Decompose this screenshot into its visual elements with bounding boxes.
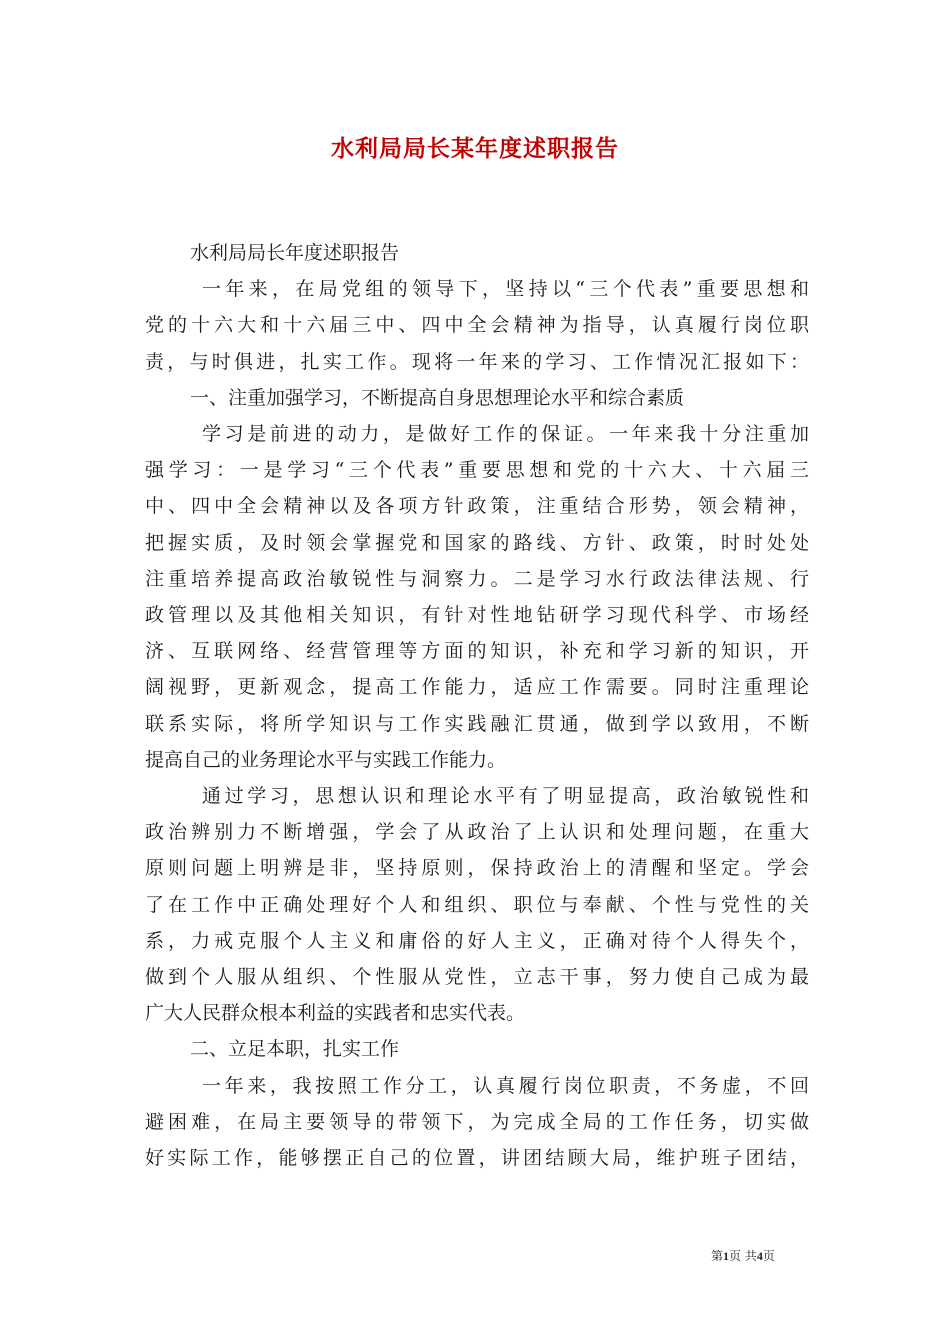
- paragraph-line: 党的十六大和十六届三中、四中全会精神为指导，认真履行岗位职: [145, 314, 809, 337]
- section-heading: 二、立足本职，扎实工作: [190, 1038, 400, 1061]
- paragraph-line: 通过学习，思想认识和理论水平有了明显提高，政治敏锐性和: [202, 785, 809, 808]
- footer-middle: 页 共: [729, 1249, 757, 1263]
- section-heading: 一、注重加强学习，不断提高自身思想理论水平和综合素质: [190, 386, 685, 409]
- paragraph-line: 联系实际，将所学知识与工作实践融汇贯通，做到学以致用，不断: [145, 712, 809, 735]
- paragraph-line: 学习是前进的动力，是做好工作的保证。一年来我十分注重加: [202, 423, 809, 446]
- paragraph-line: 把握实质，及时领会掌握党和国家的路线、方针、政策，时时处处: [145, 531, 809, 554]
- paragraph-line: 强学习：一是学习“三个代表”重要思想和党的十六大、十六届三: [145, 459, 809, 482]
- subtitle-line: 水利局局长年度述职报告: [190, 242, 400, 264]
- paragraph-line: 了在工作中正确处理好个人和组织、职位与奉献、个性与党性的关: [145, 893, 809, 916]
- document-body: [145, 235, 809, 1176]
- paragraph-line: 做到个人服从组织、个性服从党性，立志干事，努力使自己成为最: [145, 966, 809, 989]
- paragraph-line: 政治辨别力不断增强，学会了从政治了上认识和处理问题，在重大: [145, 821, 809, 844]
- footer-total-pages: 4: [756, 1249, 763, 1263]
- paragraph-line: 提高自己的业务理论水平与实践工作能力。: [145, 748, 507, 771]
- paragraph-line: 政管理以及其他相关知识，有针对性地钻研学习现代科学、市场经: [145, 604, 809, 627]
- paragraph-line: 避困难，在局主要领导的带领下，为完成全局的工作任务，切实做: [145, 1110, 809, 1133]
- paragraph-line: 一年来，在局党组的领导下，坚持以“三个代表”重要思想和: [202, 278, 809, 301]
- paragraph-line: 济、互联网络、经营管理等方面的知识，补充和学习新的知识，开: [145, 640, 809, 663]
- paragraph-line: 原则问题上明辨是非，坚持原则，保持政治上的清醒和坚定。学会: [145, 857, 809, 880]
- paragraph-line: 一年来，我按照工作分工，认真履行岗位职责，不务虚，不回: [202, 1074, 809, 1097]
- paragraph-line: 中、四中全会精神以及各项方针政策，注重结合形势，领会精神，: [145, 495, 809, 518]
- footer-prefix: 第: [711, 1249, 724, 1263]
- paragraph-line: 注重培养提高政治敏锐性与洞察力。二是学习水行政法律法规、行: [145, 567, 809, 590]
- paragraph-line: 好实际工作，能够摆正自己的位置，讲团结顾大局，维护班子团结，: [145, 1147, 809, 1170]
- footer-current-page: 1: [723, 1249, 730, 1263]
- paragraph-line: 系，力戒克服个人主义和庸俗的好人主义，正确对待个人得失个，: [145, 929, 809, 952]
- paragraph-line: 责，与时俱进，扎实工作。现将一年来的学习、工作情况汇报如下：: [145, 350, 809, 373]
- paragraph-line: 阔视野，更新观念，提高工作能力，适应工作需要。同时注重理论: [145, 676, 809, 699]
- footer-suffix: 页: [762, 1249, 775, 1263]
- paragraph-line: 广大人民群众根本利益的实践者和忠实代表。: [145, 1002, 526, 1025]
- page-number-footer: [711, 1248, 811, 1264]
- document-title: 水利局局长某年度述职报告: [331, 135, 619, 162]
